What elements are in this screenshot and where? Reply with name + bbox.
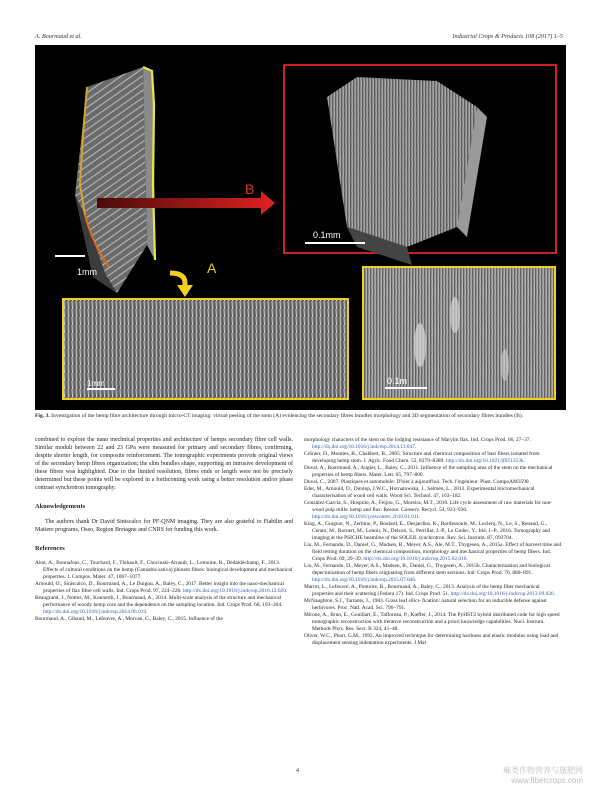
reference-text: King, A., Guignot, N., Zerbino, P., Boulard, E., Desjardins, K., Bordessoule, M., Leclerq, N., Le, S., Renaud, G., Cerato, M., Bornert, M., Lenoir, N., Delzon, S., Perrillat, J.-P., Le Godec, Y., Itié, J.-P., 2016. Tomography and imaging at the PSICHE beamline of the SOLEIL synchrotron. Rev. Sci. Instrum. 87, 093704. xyxy=(304,521,551,541)
reference-entry xyxy=(304,451,562,465)
reference-text: Oliver, W.C., Pharr, G.M., 1992. An improved technique for determining hardness and elastic modulus using load and displacement sensing indentation experiments. J Mat xyxy=(304,633,559,646)
reference-text: Liu, M., Fernando, D., Daniel, G., Madsen, B., Meyer, A.S., Ale, M.T., Thygesen, A., 2015a. Effect of harvest time and field retting duration on the chemical composition, morphology and mechanical properties of hemp fibers. Ind. Crops Prod. 69, 29–39. xyxy=(304,542,562,562)
reference-entry xyxy=(304,500,562,521)
reference-text: Duval, C., 2007. Plastiques et automobile: D'hier à aujourd'hui. Tech. l'ingénieur. Plast. CompoAM3590 xyxy=(304,479,529,485)
arrow-a xyxy=(170,273,193,297)
reference-doi-link[interactable]: http://dx.doi.org/10.1016/j.indcrop.2014.06.019. xyxy=(43,609,148,616)
figure-number: Fig. 3. xyxy=(35,413,50,419)
reference-text: Abot, A., Bonnafous, C., Touchard, F., Thibault, F., Chocinski-Arnault, L., Lemoine, R., Dédaldéchamp, F., 2013. Effects of cultural conditions on the hemp (Cannabis sativa) phloem fibres: biological development and mechanical properties. J. Compos. Mater. 47, 1067–1077. xyxy=(35,560,293,581)
scale-label-fibres: 1mm xyxy=(87,379,105,388)
reference-text: Mirone, A., Brun, E., Gouillart, E., Tafforeau, P., Kieffer, J., 2014. The PyHST2 hybrid distributed code for high speed tomographic reconstruction with iterative reconstruction and a priori knowledge capabilities. Nucl. Instrum. Methods Phys. Res. Sect. B 324, 41–48. xyxy=(304,612,560,632)
acknowledgements-heading: Aknowledgements xyxy=(35,502,86,510)
references-list-right xyxy=(304,437,562,647)
left-column xyxy=(35,437,293,623)
watermark xyxy=(503,766,583,786)
reference-text: Liu, M., Fernando, D., Meyer, A.S., Madsen, B., Daniel, G., Thygesen, A., 2015b. Characterization and biological depectinization of hemp fibers originating from different stem sections. Ind. Crops Prod. 76, 880–891. xyxy=(304,563,550,576)
figure-3-image xyxy=(35,45,566,410)
figure-3-svg xyxy=(35,45,566,410)
peeled-fibres-panel xyxy=(63,299,348,399)
reference-text: Bourmaud, A., Gibaud, M., Lefeuvre, A., Morvan, C., Baley, C., 2015. Influence of the xyxy=(35,616,223,623)
reference-entry xyxy=(304,563,562,584)
reference-text: morphology characters of the stem on the lodging resistance of Marylin flax. Ind. Crops Prod. 66, 27–37. xyxy=(304,437,531,443)
reference-entry xyxy=(304,542,562,563)
figure-caption-text: Investigation of the hemp fibre architecture through micro-CT imaging: virtual peeling of the stem (A) evidencing the secondary fibres bundles morphology and 3D segmentation of secondary fibres bundles (B). xyxy=(51,413,524,419)
conclusion-paragraph: combined to explore the nano mechnical properties and architecture of hemps secondary fibre cell walls. Similar moduli between 22 and 23 GPa were measured for primary and secondary fibres, confirming, despite shorter length, for composite reinforcement. The tomographic experiments provide original views of the secondary hemp fibres organization; the slim bundles shape, supporting an intrusive development of these fibres was highlighted. Due to the limited resolution, fibres ends or length were not be precisely determined but these points will be explored in a forthcoming work using a better resolution and/or phase contrast synchrotron tomography. xyxy=(35,437,293,491)
reference-entry xyxy=(35,616,293,623)
reference-text: Arnould, O., Siniscalco, D., Bourmaud, A., Le Duigou, A., Baley, C., 2017. Better insight into the nano-mechanical properties of flax fibre cell walls. Ind. Crops Prod. 97, 224–228. xyxy=(35,581,285,595)
watermark-line-2: www.fibercrops.com xyxy=(511,776,583,785)
running-header-journal: Industrial Crops & Products 108 (2017) 1–5 xyxy=(452,33,563,40)
page-number: 4 xyxy=(296,768,299,774)
references-list-left xyxy=(35,560,293,623)
reference-doi-link[interactable]: http://dx.doi.org/10.1021/jf051253k. xyxy=(446,458,525,464)
running-header-authors: A. Bourmaud et al. xyxy=(35,33,82,40)
reference-entry xyxy=(304,479,562,486)
reference-entry xyxy=(304,598,562,612)
reference-text: Crônier, D., Monties, B., Chabbert, B., 2005. Structure and chemical composition of bast fibers isolated from developing hemp stem. J. Agric. Food Chem. 53, 8279–8289. xyxy=(304,451,540,464)
reference-doi-link[interactable]: http://dx.doi.org/10.1016/j.indcrop.2015.07.046. xyxy=(312,577,417,583)
reference-entry xyxy=(304,633,562,647)
reference-entry xyxy=(304,437,562,451)
reference-doi-link[interactable]: http://dx.doi.org/10.1016/j.indcrop.2015.02.010. xyxy=(363,556,468,562)
reference-text: Beaugrand, J., Nottez, M., Konnerth, J., Bourmaud, A., 2014. Multi-scale analysis of the structure and mechanical performance of woody hemp core and the dependence on the sampling location. Ind. Crops Prod. 60, 193–204. xyxy=(35,595,283,609)
label-a: A xyxy=(207,260,217,276)
watermark-line-1: 麻类作物营养与施肥网 xyxy=(503,766,583,775)
acknowledgements-text: The authors thank Dr David Siniscalco for PF-QNM imaging. They are also grateful to Fiabilin and Matiere programs, Oseo, Region Bretagne and CNRS for funding this work. xyxy=(35,518,293,533)
reference-doi-link[interactable]: http://dx.doi.org/10.1016/j.indcrop.2013.09.026. xyxy=(450,591,556,597)
reference-doi-link[interactable]: http://dx.doi.org/10.1016/j.indcrop.2016.12.020. xyxy=(182,588,288,595)
reference-text: Duval, A., Bourmaud, A., Augier, L., Baley, C., 2011. Influence of the sampling area of the stem on the mechanical properties of hemp fibers. Mater. Lett. 65, 797–800. xyxy=(304,465,553,478)
reference-text: McNaughton, S.J., Tarrants, J., 1983. Grass leaf silici- fication: natural selection for an inducible defense against herbivores. Proc. Natl. Acad. Sci. 790–791. xyxy=(304,598,547,611)
reference-doi-link[interactable]: http://dx.doi.org/10.1016/j.indcrop.2014.11.047. xyxy=(312,444,417,450)
scale-label-closeup: 0.1m xyxy=(387,376,408,386)
reference-entry xyxy=(304,521,562,542)
reference-doi-link[interactable]: http://dx.doi.org/10.1016/j.resconrec.2010.01.011. xyxy=(312,514,421,520)
reference-entry xyxy=(304,486,562,500)
reference-text: Marrot, L., Lefeuvre, A., Pontoire, B., Bourmaud, A., Baley, C., 2013. Analysis of the hemp fiber mechanical properties and their scattering (Fedora 17). Ind. Crops Prod. 51. xyxy=(304,584,540,597)
stem-3d-render xyxy=(55,67,155,293)
right-column xyxy=(304,437,562,647)
label-b: B xyxy=(245,181,255,197)
reference-entry xyxy=(304,612,562,633)
figure-caption xyxy=(35,413,566,420)
reference-entry xyxy=(35,595,293,616)
reference-text: González-García, S., Hospido, A., Feijoo, G., Moreira, M.T., 2010. Life cycle assessment of raw materials for non-wood pulp mills: hemp and flax. Resour. Conserv. Recycl. 54, 923–930. xyxy=(304,500,553,513)
reference-text: Eder, M., Arnould, O., Dunlop, J.W.C., Hornatowska, J., Salmén, L., 2013. Experimental micromechanical characterisation of wood cell walls. Wood Sci. Technol. 47, 163–182. xyxy=(304,486,535,499)
references-heading: References xyxy=(35,544,65,552)
reference-entry xyxy=(35,581,293,595)
reference-entry xyxy=(304,465,562,479)
scale-label-bundles: 0.1mm xyxy=(313,230,341,240)
reference-entry xyxy=(35,560,293,581)
scale-label-stem: 1mm xyxy=(77,267,97,277)
closeup-fibres-panel xyxy=(363,267,555,399)
reference-entry xyxy=(304,584,562,598)
